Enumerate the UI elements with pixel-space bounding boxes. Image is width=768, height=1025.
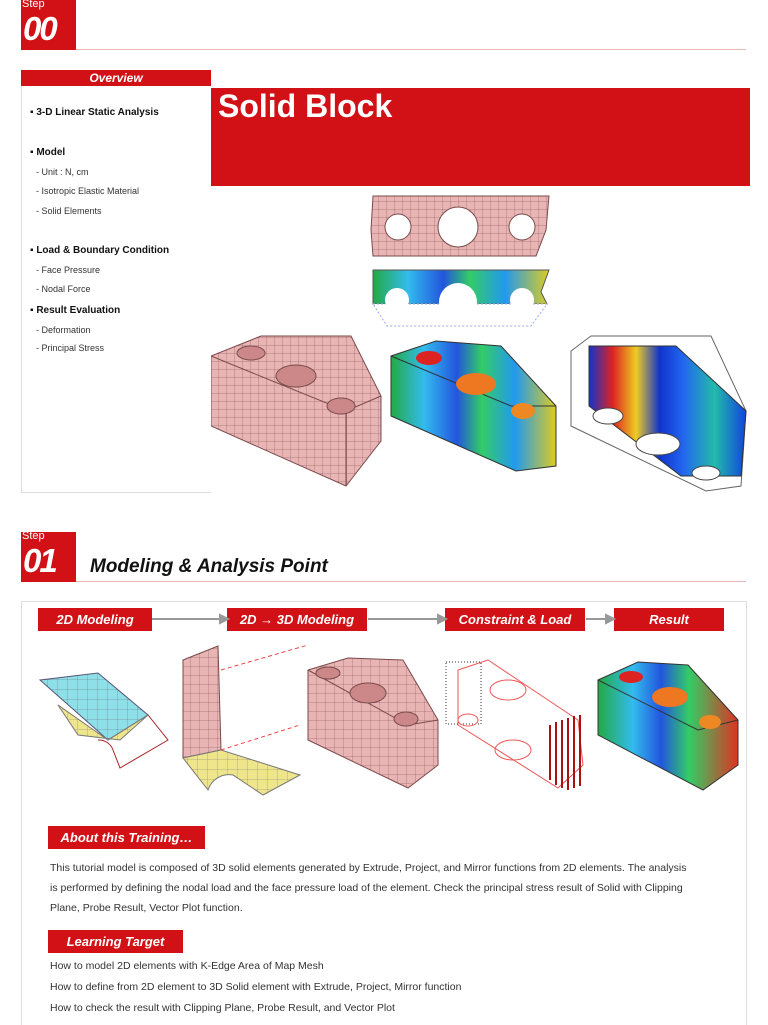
flow-arrows (150, 610, 620, 630)
about-training-title: About this Training… (48, 826, 205, 849)
overview-sub: - Principal Stress (36, 343, 105, 353)
flow-illustrations (38, 640, 744, 800)
step-number: 00 (23, 10, 56, 47)
learning-item: How to model 2D elements with K-Edge Area of Map Mesh (50, 960, 324, 972)
step-01-badge (21, 532, 76, 582)
header-rule (76, 581, 746, 582)
overview-sub: - Isotropic Elastic Material (36, 186, 140, 196)
overview-sub: - Deformation (36, 325, 91, 335)
overview-item: ▪ Model (30, 147, 66, 158)
step-title: Modeling & Analysis Point (90, 556, 328, 577)
flow-step-2d-modeling: 2D Modeling (38, 608, 152, 631)
step-label: Step (22, 530, 45, 542)
overview-sub: - Face Pressure (36, 265, 101, 275)
about-line: Plane, Probe Result, Vector Plot function. (50, 902, 243, 914)
about-line: is performed by defining the nodal load and the face pressure load of the element. Check the principal stress result of Solid with Clipping (50, 882, 683, 894)
about-paragraph (50, 858, 730, 918)
title-banner (211, 88, 750, 186)
overview-item: ▪ 3-D Linear Static Analysis (30, 107, 159, 118)
step-00-badge (21, 0, 76, 50)
learning-item: How to define from 2D element to 3D Solid element with Extrude, Project, Mirror function (50, 981, 462, 993)
learning-target-title: Learning Target (48, 930, 183, 953)
step-label: Step (22, 0, 45, 10)
overview-item: ▪ Result Evaluation (30, 305, 121, 316)
step-number: 01 (23, 542, 56, 579)
about-line: This tutorial model is composed of 3D solid elements generated by Extrude, Project, and Mirror functions from 2D elements. The analysis (50, 862, 687, 874)
overview-sub: - Nodal Force (36, 284, 91, 294)
overview-sub: - Unit : N, cm (36, 167, 89, 177)
banner-title: Solid Block (218, 88, 393, 124)
flow-step-3d-modeling: 2D → 3D Modeling (227, 608, 367, 631)
flow-step-constraint-load: Constraint & Load (445, 608, 585, 631)
overview-sub: - Solid Elements (36, 206, 102, 216)
learning-item: How to check the result with Clipping Plane, Probe Result, and Vector Plot (50, 1002, 395, 1014)
flow-step-result: Result (614, 608, 724, 631)
header-rule (76, 49, 746, 50)
overview-item: ▪ Load & Boundary Condition (30, 245, 170, 256)
overview-illustrations (211, 186, 750, 496)
overview-title: Overview (21, 70, 211, 86)
